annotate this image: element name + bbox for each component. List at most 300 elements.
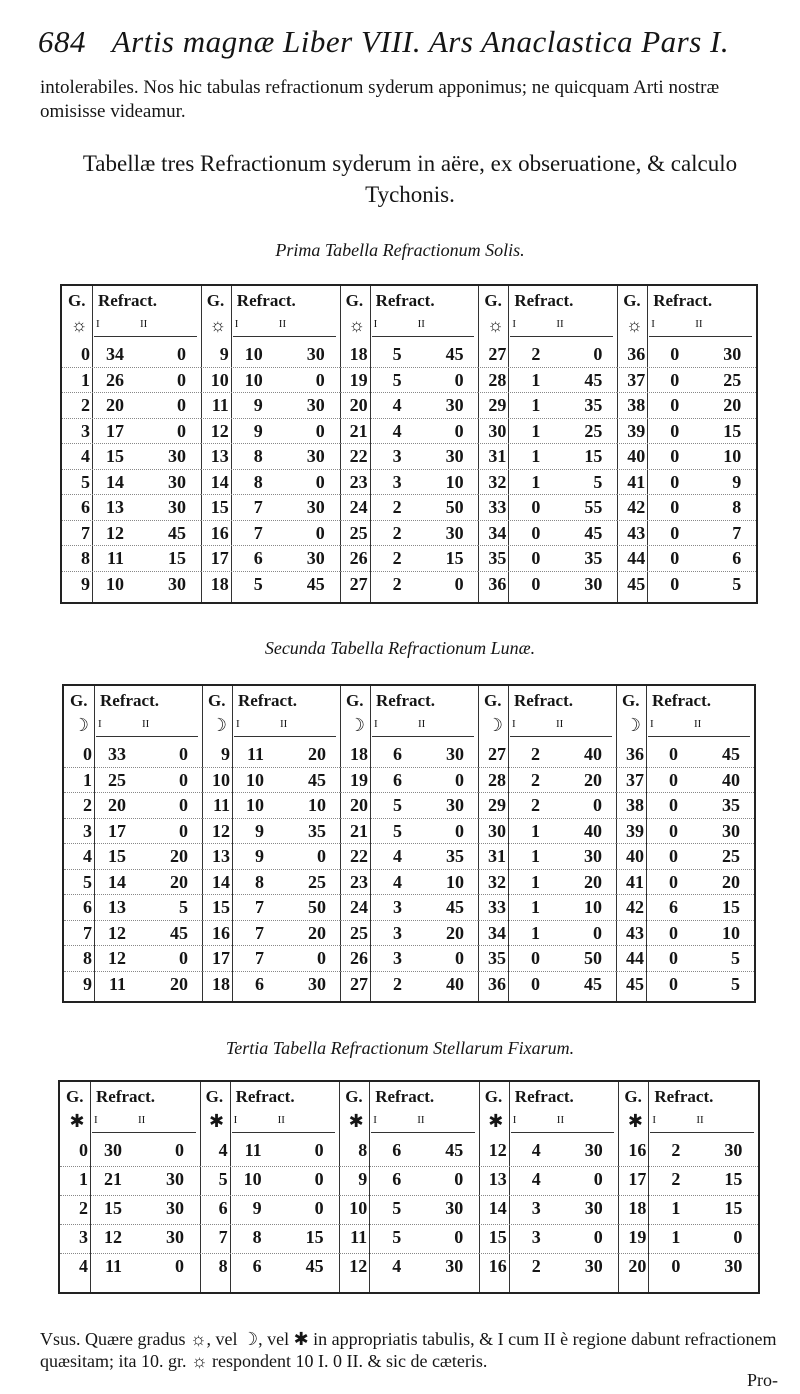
page-number: 684 <box>38 24 86 59</box>
gradus-cell: 7 <box>218 1227 228 1247</box>
gradus-cell: 4 <box>79 1256 88 1276</box>
table-rows <box>202 744 340 1001</box>
table-row <box>340 497 479 522</box>
column-header <box>200 1082 340 1112</box>
row-rule <box>340 843 478 844</box>
degrees-cell: 5 <box>392 369 402 390</box>
row-rule <box>616 869 754 870</box>
gradus-cell: 37 <box>627 369 646 390</box>
gradus-cell: 1 <box>79 1169 88 1189</box>
table-row <box>340 923 478 948</box>
row-rule <box>339 1195 479 1196</box>
row-rule <box>478 843 616 844</box>
minutes-subheader: II <box>556 718 564 730</box>
table-rows <box>201 344 340 602</box>
minutes-cell: 45 <box>445 344 464 364</box>
degrees-subheader: I <box>98 718 102 730</box>
degrees-cell: 0 <box>531 497 541 517</box>
row-rule <box>202 843 340 844</box>
gradus-cell: 40 <box>626 846 644 866</box>
refract-header: Refract. <box>98 291 157 310</box>
minutes-cell: 30 <box>445 446 464 466</box>
table-row <box>60 1256 200 1281</box>
minutes-cell: 0 <box>593 344 603 364</box>
gradus-cell: 4 <box>218 1140 228 1160</box>
header-rule <box>233 336 336 337</box>
minutes-cell: 35 <box>446 846 464 866</box>
degrees-cell: 26 <box>106 369 124 390</box>
minutes-cell: 0 <box>315 522 325 543</box>
gradus-cell: 26 <box>350 948 368 968</box>
table-group <box>62 286 202 602</box>
gradus-cell: 18 <box>350 744 368 764</box>
table-group <box>618 1082 758 1292</box>
degrees-cell: 8 <box>252 1227 262 1247</box>
degrees-cell: 8 <box>253 471 263 492</box>
table-row <box>617 497 756 522</box>
degrees-cell: 2 <box>531 769 540 790</box>
degrees-cell: 0 <box>670 395 680 415</box>
row-rule <box>64 971 202 972</box>
gradus-cell: 22 <box>350 846 368 866</box>
row-rule <box>617 392 756 393</box>
gradus-cell: 2 <box>81 395 90 415</box>
minutes-cell: 40 <box>446 973 464 994</box>
minutes-cell: 30 <box>306 548 325 568</box>
gradus-cell: 10 <box>210 369 229 390</box>
table-row <box>340 974 478 999</box>
gradus-cell: 38 <box>626 795 644 815</box>
degrees-subheader: I <box>96 318 100 330</box>
row-rule <box>478 945 616 946</box>
table-row <box>616 744 754 769</box>
degrees-cell: 0 <box>531 548 541 568</box>
gradus-cell: 36 <box>488 573 507 594</box>
row-rule <box>340 392 479 393</box>
degrees-cell: 1 <box>531 846 540 866</box>
table-rows <box>60 1140 200 1292</box>
header-rule <box>94 336 197 337</box>
gradus-cell: 20 <box>628 1256 647 1276</box>
degrees-cell: 9 <box>252 1198 262 1218</box>
table-row <box>479 1169 619 1194</box>
row-rule <box>340 494 479 495</box>
refract-header: Refract. <box>238 691 297 710</box>
gradus-cell: 10 <box>212 769 230 790</box>
degrees-cell: 5 <box>393 795 402 815</box>
table-row <box>478 523 617 548</box>
gradus-cell: 34 <box>488 522 507 543</box>
row-rule <box>616 894 754 895</box>
gradus-cell: 0 <box>81 344 90 364</box>
minutes-cell: 15 <box>305 1227 324 1247</box>
minutes-cell: 30 <box>584 846 602 866</box>
row-rule <box>201 469 340 470</box>
table-row <box>479 1227 619 1252</box>
minutes-cell: 0 <box>455 948 464 968</box>
row-rule <box>479 1224 619 1225</box>
table-row <box>60 1140 200 1165</box>
table-row <box>617 446 756 471</box>
minutes-cell: 30 <box>166 1198 184 1218</box>
row-rule <box>617 443 756 444</box>
minutes-cell: 20 <box>170 846 188 866</box>
column-header <box>617 286 756 316</box>
minutes-cell: 10 <box>446 871 464 892</box>
degrees-cell: 2 <box>392 548 402 568</box>
minutes-cell: 20 <box>584 769 602 790</box>
gradus-cell: 16 <box>488 1256 507 1276</box>
gradus-cell: 39 <box>626 820 644 841</box>
row-rule <box>618 1224 758 1225</box>
minutes-cell: 0 <box>315 420 325 441</box>
gradus-cell: 13 <box>212 846 230 866</box>
minutes-cell: 10 <box>308 795 326 815</box>
degrees-cell: 0 <box>531 573 541 594</box>
column-header <box>339 1082 479 1112</box>
table-rows <box>340 744 478 1001</box>
degrees-cell: 0 <box>670 369 680 390</box>
degrees-cell: 1 <box>671 1227 681 1247</box>
degrees-subheader: I <box>374 718 378 730</box>
table-row <box>616 948 754 973</box>
table-group <box>616 686 754 1001</box>
degrees-cell: 2 <box>392 497 402 517</box>
gradus-cell: 9 <box>358 1169 368 1189</box>
gradus-cell: 21 <box>349 420 368 441</box>
table-row <box>478 421 617 446</box>
minutes-cell: 25 <box>308 871 326 892</box>
row-rule <box>616 920 754 921</box>
degrees-subheader: I <box>512 318 517 330</box>
table-row <box>201 370 340 395</box>
row-rule <box>62 418 201 419</box>
table-row <box>64 795 202 820</box>
minutes-cell: 30 <box>445 395 464 415</box>
degrees-cell: 17 <box>108 820 126 841</box>
degrees-cell: 10 <box>246 795 264 815</box>
minutes-cell: 5 <box>179 897 188 917</box>
degrees-cell: 21 <box>104 1169 122 1189</box>
table-row <box>478 923 616 948</box>
row-rule <box>202 971 340 972</box>
degrees-cell: 15 <box>108 846 126 866</box>
table-row <box>340 821 478 846</box>
table-group <box>340 286 480 602</box>
degrees-cell: 5 <box>392 1227 402 1247</box>
table-row <box>616 872 754 897</box>
table-row <box>62 370 201 395</box>
minutes-subheader: II <box>138 1114 146 1126</box>
gradus-cell: 17 <box>628 1169 647 1189</box>
header-rule <box>92 1132 196 1133</box>
row-rule <box>60 1195 200 1196</box>
degrees-subheader: I <box>233 1114 238 1126</box>
degrees-cell: 0 <box>671 1256 681 1276</box>
column-header <box>479 1082 619 1112</box>
gradus-cell: 38 <box>627 395 646 415</box>
minutes-cell: 7 <box>732 522 742 543</box>
table-row <box>478 395 617 420</box>
table-row <box>340 795 478 820</box>
table-rows <box>340 344 479 602</box>
minutes-cell: 20 <box>170 973 188 994</box>
minutes-cell: 0 <box>593 1169 603 1189</box>
minutes-cell: 0 <box>317 846 326 866</box>
degrees-cell: 0 <box>669 846 678 866</box>
moon-icon: ☽ <box>486 715 504 735</box>
table-row <box>478 821 616 846</box>
minutes-cell: 30 <box>168 471 186 492</box>
gradus-cell: 6 <box>218 1198 228 1218</box>
row-rule <box>340 469 479 470</box>
degrees-cell: 0 <box>669 948 678 968</box>
row-rule <box>340 443 479 444</box>
gradus-header: G. <box>66 1087 84 1106</box>
minutes-cell: 45 <box>445 1140 464 1160</box>
refract-header: Refract. <box>652 691 711 710</box>
gradus-cell: 6 <box>81 497 90 517</box>
table-row <box>616 897 754 922</box>
gradus-cell: 20 <box>350 795 368 815</box>
gradus-header: G. <box>205 1087 224 1106</box>
gradus-cell: 13 <box>488 1169 507 1189</box>
header-rule <box>371 1132 475 1133</box>
degrees-cell: 2 <box>671 1169 681 1189</box>
table-row <box>340 744 478 769</box>
table-row <box>617 395 756 420</box>
degrees-subheader: I <box>512 1114 517 1126</box>
degrees-cell: 0 <box>669 871 678 892</box>
minutes-cell: 20 <box>308 744 326 764</box>
gradus-cell: 8 <box>358 1140 368 1160</box>
refract-header: Refract. <box>96 1087 155 1106</box>
minutes-cell: 30 <box>723 344 742 364</box>
minutes-cell: 15 <box>168 548 186 568</box>
degrees-cell: 10 <box>244 344 263 364</box>
table-row <box>617 472 756 497</box>
table-row <box>478 548 617 573</box>
table-row <box>202 770 340 795</box>
degrees-cell: 1 <box>531 871 540 892</box>
gradus-cell: 16 <box>212 922 230 943</box>
minutes-cell: 30 <box>168 573 186 594</box>
row-rule <box>60 1166 200 1167</box>
gradus-cell: 18 <box>628 1198 647 1218</box>
table-row <box>616 795 754 820</box>
table-row <box>617 523 756 548</box>
table-stellarum <box>58 1080 760 1294</box>
moon-icon: ☽ <box>624 715 642 735</box>
row-rule <box>478 392 617 393</box>
table-row <box>618 1198 758 1223</box>
minutes-cell: 45 <box>584 973 602 994</box>
gradus-cell: 18 <box>349 344 368 364</box>
gradus-cell: 22 <box>349 446 368 466</box>
star-icon: ✱ <box>627 1111 643 1131</box>
star-icon: ✱ <box>209 1111 225 1131</box>
degrees-cell: 8 <box>253 446 263 466</box>
row-rule <box>340 818 478 819</box>
degrees-cell: 7 <box>255 897 264 917</box>
table-row <box>62 421 201 446</box>
gradus-cell: 28 <box>488 769 506 790</box>
row-rule <box>339 1166 479 1167</box>
degrees-cell: 0 <box>670 497 680 517</box>
refract-header: Refract. <box>235 1087 295 1106</box>
degrees-cell: 4 <box>392 420 402 441</box>
table-row <box>478 446 617 471</box>
row-rule <box>201 545 340 546</box>
minutes-cell: 35 <box>584 395 603 415</box>
gradus-cell: 27 <box>349 573 368 594</box>
refract-header: Refract. <box>376 691 435 710</box>
minutes-cell: 0 <box>455 769 464 790</box>
row-rule <box>339 1224 479 1225</box>
minutes-cell: 30 <box>724 1256 743 1276</box>
minutes-cell: 30 <box>445 1198 464 1218</box>
row-rule <box>340 894 478 895</box>
degrees-cell: 4 <box>393 846 402 866</box>
table-group <box>479 1082 620 1292</box>
table-row <box>617 548 756 573</box>
table-group <box>617 286 756 602</box>
gradus-cell: 5 <box>218 1169 228 1189</box>
row-rule <box>202 869 340 870</box>
row-rule <box>60 1253 200 1254</box>
row-rule <box>340 920 478 921</box>
gradus-header: G. <box>70 691 88 710</box>
row-rule <box>478 418 617 419</box>
table-group <box>200 1082 341 1292</box>
table-row <box>201 497 340 522</box>
table-row <box>340 948 478 973</box>
degrees-cell: 34 <box>106 344 124 364</box>
minutes-subheader: II <box>695 318 703 330</box>
table-rows <box>618 1140 758 1292</box>
row-rule <box>201 392 340 393</box>
row-rule <box>201 443 340 444</box>
row-rule <box>340 869 478 870</box>
row-rule <box>202 818 340 819</box>
gradus-cell: 32 <box>488 871 506 892</box>
row-rule <box>478 767 616 768</box>
degrees-cell: 5 <box>393 820 402 841</box>
gradus-cell: 0 <box>79 1140 88 1160</box>
row-rule <box>202 792 340 793</box>
gradus-cell: 9 <box>81 573 90 594</box>
minutes-cell: 45 <box>305 1256 324 1276</box>
minutes-cell: 0 <box>314 1140 324 1160</box>
minutes-cell: 30 <box>306 344 325 364</box>
minutes-cell: 0 <box>177 369 186 390</box>
gradus-cell: 15 <box>488 1227 507 1247</box>
degrees-cell: 4 <box>392 395 402 415</box>
degrees-cell: 6 <box>392 1140 402 1160</box>
minutes-cell: 5 <box>593 471 603 492</box>
minutes-subheader: II <box>418 718 426 730</box>
refract-header: Refract. <box>100 691 159 710</box>
degrees-cell: 1 <box>531 922 540 943</box>
gradus-cell: 14 <box>488 1198 507 1218</box>
table-row <box>201 574 340 599</box>
table-row <box>340 872 478 897</box>
table-row <box>617 370 756 395</box>
degrees-subheader: I <box>94 1114 98 1126</box>
table-group <box>478 686 617 1001</box>
minutes-cell: 30 <box>446 744 464 764</box>
gradus-cell: 35 <box>488 948 506 968</box>
row-rule <box>618 1195 758 1196</box>
column-header <box>478 286 617 316</box>
gradus-cell: 34 <box>488 922 506 943</box>
row-rule <box>62 571 201 572</box>
row-rule <box>616 971 754 972</box>
row-rule <box>479 1195 619 1196</box>
degrees-cell: 10 <box>243 1169 262 1189</box>
row-rule <box>616 945 754 946</box>
degrees-cell: 0 <box>669 973 678 994</box>
header-rule <box>96 736 198 737</box>
minutes-cell: 30 <box>584 1198 603 1218</box>
table-row <box>201 344 340 369</box>
table-row <box>478 974 616 999</box>
gradus-cell: 4 <box>81 446 90 466</box>
gradus-cell: 3 <box>83 820 92 841</box>
gradus-cell: 1 <box>81 369 90 390</box>
table-row <box>62 523 201 548</box>
row-rule <box>478 494 617 495</box>
row-rule <box>478 818 616 819</box>
gradus-cell: 26 <box>349 548 368 568</box>
table-rows <box>62 344 201 602</box>
minutes-cell: 30 <box>584 1256 603 1276</box>
minutes-cell: 20 <box>308 922 326 943</box>
gradus-cell: 16 <box>210 522 229 543</box>
table-row <box>478 948 616 973</box>
row-rule <box>200 1224 340 1225</box>
row-rule <box>478 971 616 972</box>
moon-icon: ☽ <box>210 715 228 735</box>
table-row <box>478 897 616 922</box>
degrees-cell: 6 <box>392 1169 402 1189</box>
gradus-cell: 33 <box>488 897 506 917</box>
degrees-cell: 1 <box>531 395 541 415</box>
gradus-cell: 44 <box>626 948 644 968</box>
degrees-cell: 6 <box>255 973 264 994</box>
row-rule <box>202 767 340 768</box>
degrees-subheader: I <box>373 1114 377 1126</box>
degrees-cell: 10 <box>246 769 264 790</box>
degrees-cell: 6 <box>253 548 263 568</box>
degrees-cell: 0 <box>669 922 678 943</box>
gradus-cell: 3 <box>81 420 90 441</box>
intro-paragraph: intolerabiles. Nos hic tabulas refractionum syderum apponimus; ne quicquam Arti nostræ omisisse videamur. <box>40 77 720 122</box>
row-rule <box>340 367 479 368</box>
row-rule <box>64 792 202 793</box>
minutes-cell: 0 <box>454 1227 464 1247</box>
minutes-cell: 30 <box>446 795 464 815</box>
minutes-cell: 20 <box>170 871 188 892</box>
refract-header: Refract. <box>654 1087 714 1106</box>
gradus-cell: 23 <box>349 471 368 492</box>
row-rule <box>479 1253 619 1254</box>
table-row <box>64 974 202 999</box>
minutes-cell: 20 <box>722 871 740 892</box>
row-rule <box>478 520 617 521</box>
gradus-cell: 41 <box>627 471 646 492</box>
row-rule <box>617 367 756 368</box>
